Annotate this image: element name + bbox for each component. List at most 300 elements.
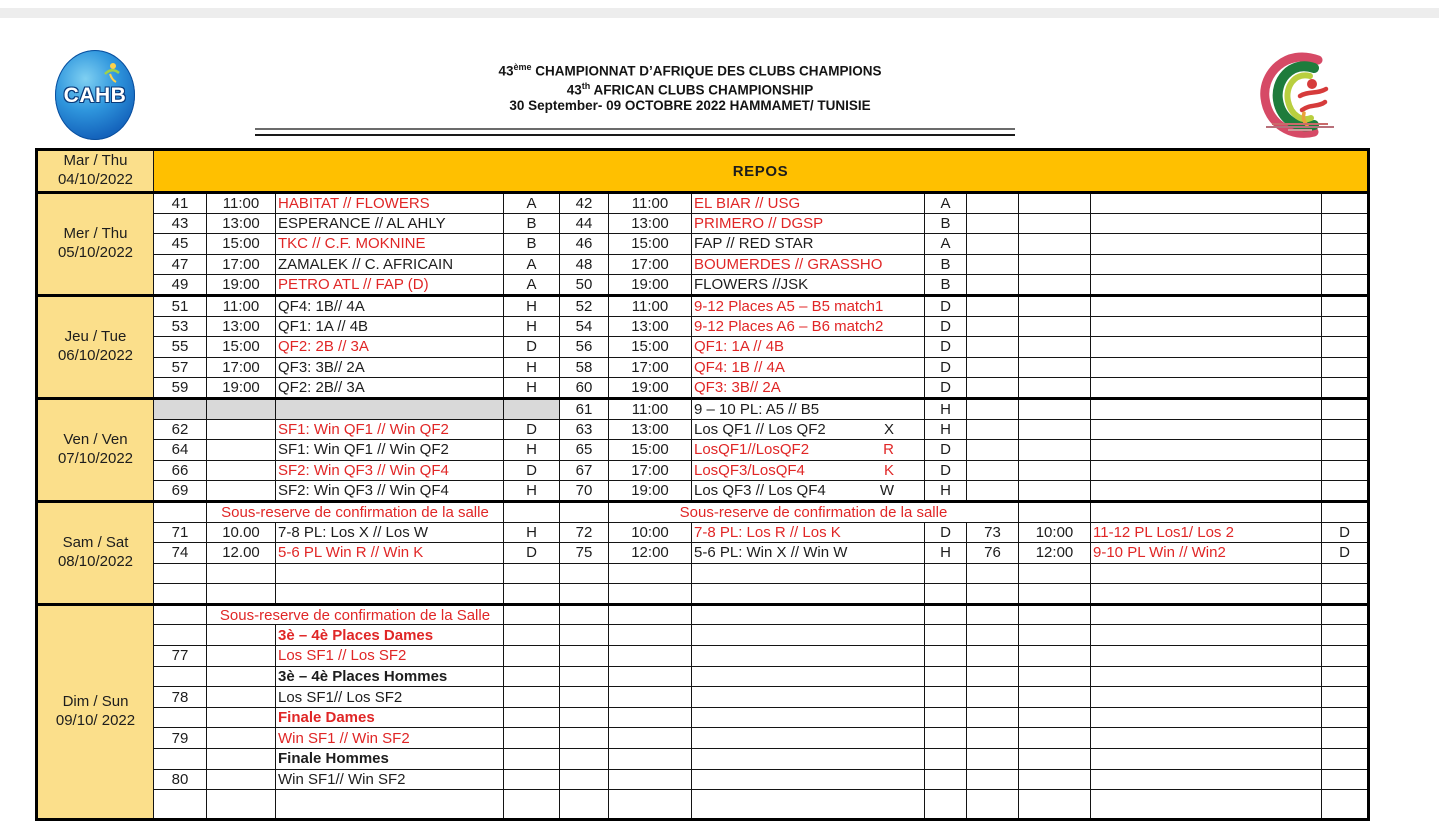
venue-cell [1322,604,1369,625]
match-cell [1091,728,1322,749]
venue-cell: A [504,193,560,214]
match-number-cell [154,398,207,419]
table-row [37,501,1369,522]
match-number-cell [967,666,1019,687]
match-cell: ZAMALEK // C. AFRICAIN [276,254,504,275]
time-cell: 17:00 [207,357,276,378]
date-value: 07/10/2022 [57,449,134,467]
match-number-cell: 57 [154,357,207,378]
venue-cell [925,666,967,687]
match-number-cell [967,337,1019,358]
match-number-cell [967,357,1019,378]
time-cell: 17:00 [609,254,692,275]
match-number-cell [154,666,207,687]
match-number-cell [967,625,1019,646]
venue-cell [504,398,560,419]
time-cell: 19:00 [207,275,276,296]
match-number-cell: 62 [154,419,207,440]
match-cell: QF4: 1B // 4A [692,357,925,378]
match-cell [1091,707,1322,728]
venue-cell: H [925,481,967,502]
table-row [37,378,1369,399]
time-cell [1019,295,1091,316]
date-cell [37,604,154,819]
match-cell [1091,213,1322,234]
venue-cell [925,749,967,770]
time-cell: 15:00 [207,234,276,255]
match-number-cell [560,769,609,790]
match-cell [1091,193,1322,214]
match-cell [1091,337,1322,358]
match-number-cell [967,481,1019,502]
time-cell: 10.00 [207,522,276,543]
match-number-cell [967,275,1019,296]
match-cell [692,728,925,749]
match-cell: TKC // C.F. MOKNINE [276,234,504,255]
venue-cell: D [925,378,967,399]
table-row [37,769,1369,790]
title-line-3: 30 September- 09 OCTOBRE 2022 HAMMAMET/ TUNISIE [509,98,871,113]
time-cell [609,646,692,667]
match-cell: QF1: 1A // 4B [692,337,925,358]
table-row [37,604,1369,625]
match-cell [692,460,925,481]
match-cell [692,563,925,584]
table-row [37,275,1369,296]
time-cell: 11:00 [609,398,692,419]
venue-cell [1322,440,1369,461]
match-cell: 9-12 Places A5 – B5 match1 [692,295,925,316]
match-number-cell: 46 [560,234,609,255]
venue-cell: D [504,460,560,481]
venue-cell [504,707,560,728]
time-cell: 13:00 [609,316,692,337]
match-cell [276,398,504,419]
match-number-cell [154,625,207,646]
time-cell [207,460,276,481]
venue-cell [925,728,967,749]
match-cell [1091,769,1322,790]
table-row [37,337,1369,358]
venue-cell [1322,625,1369,646]
venue-cell: A [925,193,967,214]
venue-cell [1322,460,1369,481]
venue-cell [1322,213,1369,234]
table-row [37,646,1369,667]
time-cell: 13:00 [609,213,692,234]
time-cell [1019,357,1091,378]
time-cell: 13:00 [207,213,276,234]
venue-cell [504,790,560,820]
match-cell [1091,604,1322,625]
championship-logo-caption [1262,122,1338,132]
venue-cell [504,769,560,790]
time-cell: 11:00 [609,295,692,316]
match-number-cell: 44 [560,213,609,234]
match-number-cell: 78 [154,687,207,708]
match-cell [1091,378,1322,399]
match-label: Los QF3 // Los QF4 [694,482,826,500]
date-day-label: Sam / Sat [62,534,129,552]
venue-cell: B [925,254,967,275]
match-number-cell: 43 [154,213,207,234]
time-cell: 15:00 [609,234,692,255]
match-number-cell: 73 [967,522,1019,543]
time-cell [207,398,276,419]
time-cell: 12.00 [207,543,276,564]
match-cell [1091,460,1322,481]
match-number-cell: 77 [154,646,207,667]
venue-cell [925,625,967,646]
match-number-cell [154,501,207,522]
match-number-cell [967,316,1019,337]
match-cell [1091,440,1322,461]
table-row [37,749,1369,770]
table-row [37,563,1369,584]
match-cell [692,749,925,770]
cahb-logo [55,50,135,140]
match-cell: PETRO ATL // FAP (D) [276,275,504,296]
match-cell: 3è – 4è Places Hommes [276,666,504,687]
table-row [37,666,1369,687]
venue-cell [925,604,967,625]
date-value: 06/10/2022 [57,346,134,364]
match-cell [1091,254,1322,275]
time-cell: 10:00 [1019,522,1091,543]
table-row [37,398,1369,419]
match-cell [1091,749,1322,770]
venue-cell: D [925,460,967,481]
match-number-cell [967,254,1019,275]
match-cell: Win SF1 // Win SF2 [276,728,504,749]
match-cell: 7-8 PL: Los R // Los K [692,522,925,543]
time-cell [609,749,692,770]
venue-cell [504,563,560,584]
table-row [37,193,1369,214]
venue-cell [504,687,560,708]
match-tag: W [879,482,894,500]
match-number-cell: 71 [154,522,207,543]
venue-cell [504,749,560,770]
match-number-cell [967,563,1019,584]
match-cell: 9 – 10 PL: A5 // B5 [692,398,925,419]
match-number-cell [560,584,609,605]
venue-cell [1322,316,1369,337]
match-number-cell [967,604,1019,625]
time-cell [609,584,692,605]
time-cell [1019,234,1091,255]
match-number-cell [967,769,1019,790]
match-number-cell [967,419,1019,440]
match-number-cell: 70 [560,481,609,502]
venue-cell [1322,193,1369,214]
time-cell: 15:00 [609,337,692,358]
time-cell [1019,728,1091,749]
match-cell [1091,666,1322,687]
match-cell: BOUMERDES // GRASSHO [692,254,925,275]
venue-cell: A [504,254,560,275]
venue-cell [1322,790,1369,820]
venue-cell [504,625,560,646]
venue-cell: D [925,357,967,378]
match-number-cell: 53 [154,316,207,337]
time-cell [207,749,276,770]
match-number-cell [967,749,1019,770]
time-cell [207,625,276,646]
venue-cell [504,501,560,522]
table-row [37,728,1369,749]
venue-cell [1322,563,1369,584]
time-cell [1019,337,1091,358]
match-tag: R [883,441,894,459]
match-number-cell: 58 [560,357,609,378]
match-cell: 3è – 4è Places Dames [276,625,504,646]
match-number-cell [967,378,1019,399]
venue-cell: D [925,295,967,316]
match-cell: QF2: 2B// 3A [276,378,504,399]
match-number-cell [560,604,609,625]
time-cell [207,440,276,461]
table-row [37,584,1369,605]
time-cell [609,666,692,687]
match-cell: Win SF1// Win SF2 [276,769,504,790]
match-number-cell: 67 [560,460,609,481]
time-cell [1019,440,1091,461]
date-day-label: Dim / Sun [62,693,129,711]
time-cell: 19:00 [609,275,692,296]
venue-cell [925,790,967,820]
title-underline-rule [255,128,1015,136]
venue-cell: D [1322,522,1369,543]
venue-cell [1322,419,1369,440]
match-tag: K [883,462,894,480]
match-cell [1091,316,1322,337]
match-number-cell [560,625,609,646]
venue-cell [1322,337,1369,358]
match-number-cell [154,584,207,605]
time-cell: 17:00 [207,254,276,275]
match-number-cell: 72 [560,522,609,543]
match-number-cell [560,563,609,584]
match-number-cell: 41 [154,193,207,214]
match-number-cell: 59 [154,378,207,399]
table-row [37,419,1369,440]
venue-cell [504,666,560,687]
table-row [37,234,1369,255]
match-number-cell: 55 [154,337,207,358]
match-cell [1091,234,1322,255]
time-cell [609,769,692,790]
date-day-label: Mer / Thu [63,225,128,243]
match-number-cell: 47 [154,254,207,275]
page-top-strip [0,8,1439,18]
date-value: 09/10/ 2022 [55,712,136,730]
match-number-cell: 42 [560,193,609,214]
venue-cell: H [925,543,967,564]
venue-cell [504,646,560,667]
cahb-logo-text: CAHB [63,84,127,107]
match-number-cell [560,501,609,522]
match-cell [1091,481,1322,502]
match-cell [692,604,925,625]
venue-cell: H [504,316,560,337]
time-cell [1019,275,1091,296]
match-number-cell [967,193,1019,214]
match-cell: FAP // RED STAR [692,234,925,255]
match-number-cell [560,728,609,749]
time-cell [1019,749,1091,770]
venue-cell: A [925,234,967,255]
venue-cell: H [504,357,560,378]
match-cell: FLOWERS //JSK [692,275,925,296]
venue-cell [925,769,967,790]
venue-cell: D [1322,543,1369,564]
time-cell [1019,625,1091,646]
match-cell: 7-8 PL: Los X // Los W [276,522,504,543]
time-cell [207,769,276,790]
time-cell [609,728,692,749]
match-number-cell [154,563,207,584]
venue-cell: H [504,522,560,543]
match-number-cell: 54 [560,316,609,337]
match-cell [692,625,925,646]
venue-cell [1322,275,1369,296]
match-cell: SF1: Win QF1 // Win QF2 [276,419,504,440]
time-cell [1019,563,1091,584]
time-cell: 19:00 [609,481,692,502]
time-cell [1019,707,1091,728]
venue-cell [1322,687,1369,708]
match-cell [1091,646,1322,667]
venue-cell: D [925,337,967,358]
match-label: LosQF1//LosQF2 [694,441,810,459]
table-row [37,213,1369,234]
match-number-cell [967,728,1019,749]
date-cell [37,501,154,604]
venue-cell [1322,378,1369,399]
match-cell: QF2: 2B // 3A [276,337,504,358]
venue-cell [504,728,560,749]
time-cell [1019,584,1091,605]
match-cell [692,790,925,820]
venue-cell: D [504,419,560,440]
match-cell [1091,584,1322,605]
match-cell [692,687,925,708]
date-day-label: Mar / Thu [63,152,128,170]
match-number-cell: 64 [154,440,207,461]
venue-cell: B [504,213,560,234]
venue-cell [925,707,967,728]
venue-cell [504,604,560,625]
match-cell: SF1: Win QF1 // Win QF2 [276,440,504,461]
time-cell: 19:00 [609,378,692,399]
match-cell: Finale Dames [276,707,504,728]
venue-cell [1322,234,1369,255]
match-cell: 9-12 Places A6 – B6 match2 [692,316,925,337]
table-row [37,440,1369,461]
note-banner-cell: Sous-reserve de confirmation de la salle [207,501,504,522]
time-cell [609,687,692,708]
match-tag: X [883,420,894,438]
table-row [37,481,1369,502]
match-cell: PRIMERO // DGSP [692,213,925,234]
time-cell [609,625,692,646]
time-cell [1019,769,1091,790]
match-number-cell: 48 [560,254,609,275]
venue-cell [1322,646,1369,667]
match-number-cell [967,295,1019,316]
venue-cell [925,646,967,667]
match-number-cell [560,666,609,687]
match-number-cell [560,790,609,820]
venue-cell: D [925,522,967,543]
match-cell: ESPERANCE // AL AHLY [276,213,504,234]
match-number-cell [560,707,609,728]
time-cell: 15:00 [609,440,692,461]
repos-banner: REPOS [154,150,1369,193]
time-cell [207,790,276,820]
match-cell [276,563,504,584]
match-cell [692,440,925,461]
match-number-cell: 56 [560,337,609,358]
match-cell: 9-10 PL Win // Win2 [1091,543,1322,564]
venue-cell: H [925,419,967,440]
venue-cell [1322,357,1369,378]
match-number-cell: 52 [560,295,609,316]
table-row [37,460,1369,481]
table-row [37,707,1369,728]
match-cell: QF1: 1A // 4B [276,316,504,337]
time-cell [207,728,276,749]
table-row [37,254,1369,275]
venue-cell: D [504,543,560,564]
venue-cell [504,584,560,605]
time-cell [609,707,692,728]
time-cell [207,666,276,687]
match-cell [1091,357,1322,378]
match-number-cell [967,790,1019,820]
match-number-cell [154,604,207,625]
match-number-cell: 49 [154,275,207,296]
match-cell [1091,625,1322,646]
venue-cell [1322,501,1369,522]
time-cell [1019,213,1091,234]
match-number-cell: 66 [154,460,207,481]
match-cell: 5-6 PL: Win X // Win W [692,543,925,564]
table-row [37,295,1369,316]
match-cell [692,419,925,440]
match-cell [1091,687,1322,708]
time-cell: 10:00 [609,522,692,543]
match-cell: 5-6 PL Win R // Win K [276,543,504,564]
date-value: 08/10/2022 [57,552,134,570]
table-row [37,687,1369,708]
time-cell [1019,254,1091,275]
match-cell [692,707,925,728]
match-cell: EL BIAR // USG [692,193,925,214]
match-number-cell: 45 [154,234,207,255]
time-cell [1019,419,1091,440]
match-cell [276,790,504,820]
date-value: 05/10/2022 [57,243,134,261]
venue-cell [925,687,967,708]
time-cell [207,707,276,728]
match-number-cell [967,460,1019,481]
match-number-cell [967,687,1019,708]
time-cell: 11:00 [207,295,276,316]
match-label: Los QF1 // Los QF2 [694,420,826,438]
venue-cell [1322,749,1369,770]
